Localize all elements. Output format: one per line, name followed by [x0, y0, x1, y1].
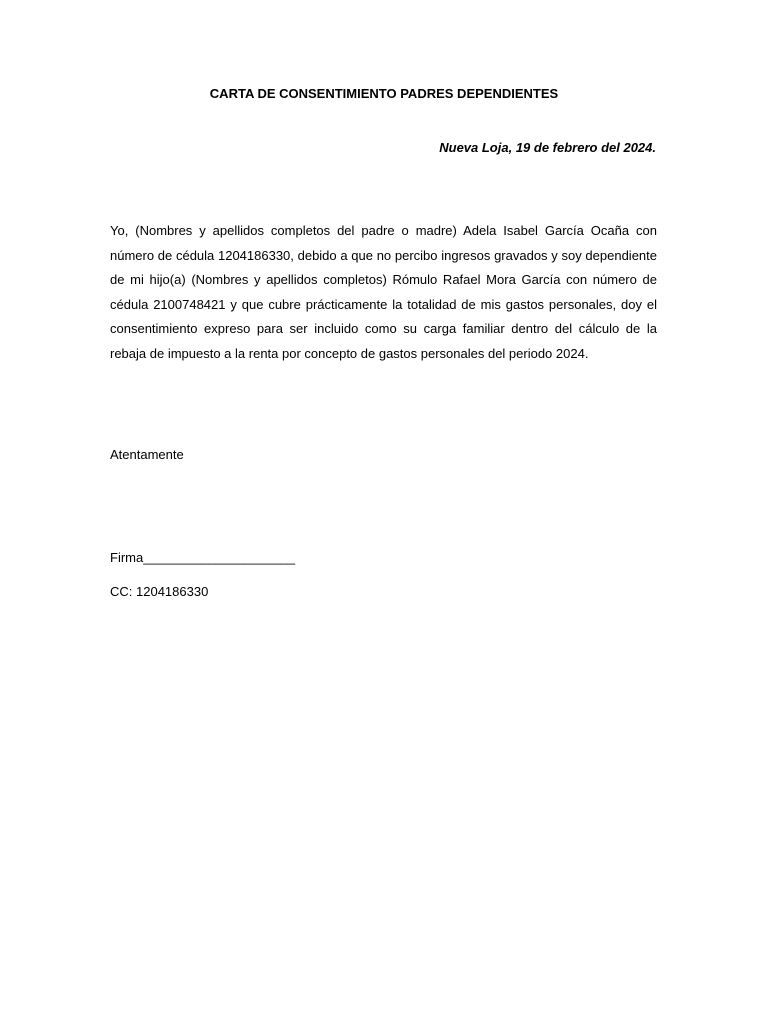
signature-line: Firma_____________________ — [110, 550, 296, 565]
cc-line: CC: 1204186330 — [110, 584, 209, 599]
date-line: Nueva Loja, 19 de febrero del 2024. — [439, 140, 656, 155]
document-title: CARTA DE CONSENTIMIENTO PADRES DEPENDIENTES — [209, 86, 559, 101]
closing-text: Atentamente — [110, 447, 184, 462]
body-paragraph: Yo, (Nombres y apellidos completos del padre o madre) Adela Isabel García Ocaña con número de cédula 1204186330, debido a que no percibo ingresos gravados y soy dependiente de mi hijo(a) (Nombres y apellidos completos) Rómulo Rafael Mora García con número de cédula 2100748421 y que cubre prácticamente la totalidad de mis gastos personales, doy el consentimiento expreso para ser incluido como su carga familiar dentro del cálculo de la rebaja de impuesto a la renta por concepto de gastos personales del periodo 2024. — [110, 223, 657, 361]
